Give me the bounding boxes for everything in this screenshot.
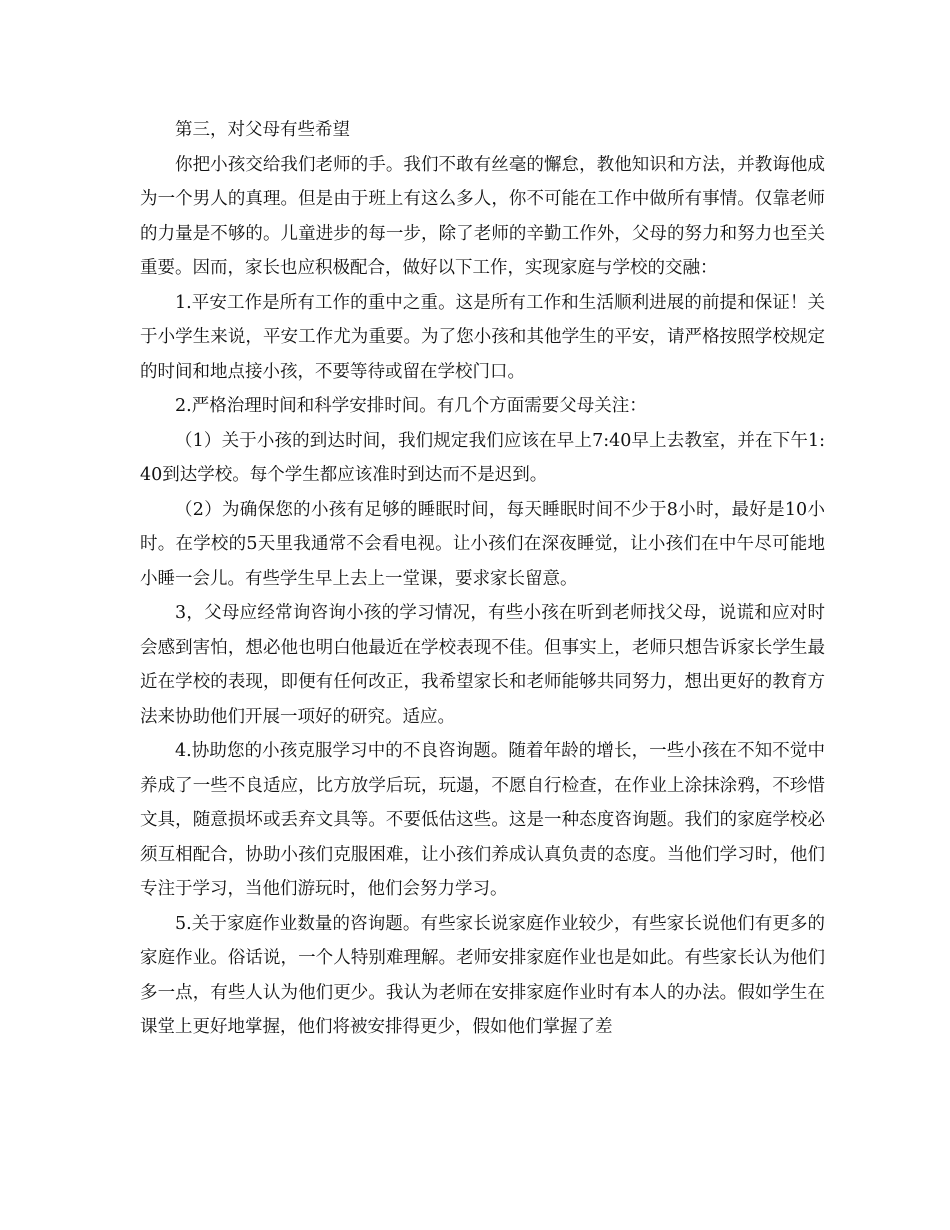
subitem-arrival-time-paragraph: （1）关于小孩的到达时间，我们规定我们应该在早上7:40早上去教室，并在下午1:40到达学校。每个学生都应该准时到达而不是迟到。 — [140, 430, 825, 485]
section-heading: 第三，对父母有些希望 — [175, 120, 350, 140]
document-page — [140, 113, 825, 1045]
item-parent-inquiry-paragraph: 3，父母应经常询咨询小孩的学习情况，有些小孩在听到老师找父母，说谎和应对时会感到害怕，想必他也明白他最近在学校表现不佳。但事实上，老师只想告诉家长学生最近在学校的表现，即便有任何改正，我希望家长和老师能够共同努力，想出更好的教育方法来协助他们开展一项好的研究。适应。 — [140, 603, 825, 727]
item-homework-paragraph: 5.关于家庭作业数量的咨询题。有些家长说家庭作业较少，有些家长说他们有更多的家庭作业。俗话说，一个人特别难理解。老师安排家庭作业也是如此。有些家长认为他们多一点，有些人认为他们更少。我认为老师在安排家庭作业时有本人的办法。假如学生在课堂上更好地掌握，他们将被安排得更少，假如他们掌握了差 — [140, 913, 825, 1037]
item-time-management-paragraph: 2.严格治理时间和科学安排时间。有几个方面需要父母关注： — [175, 396, 647, 416]
subitem-sleep-time-paragraph: （2）为确保您的小孩有足够的睡眠时间，每天睡眠时间不少于8小时，最好是10小时。在学校的5天里我通常不会看电视。让小孩们在深夜睡觉，让小孩们在中午尽可能地小睡一会儿。有些学生早上去上一堂课，要求家长留意。 — [140, 499, 825, 589]
item-safety-paragraph: 1.平安工作是所有工作的重中之重。这是所有工作和生活顺利进展的前提和保证！关于小学生来说，平安工作尤为重要。为了您小孩和其他学生的平安，请严格按照学校规定的时间和地点接小孩，不要等待或留在学校门口。 — [140, 292, 825, 382]
intro-paragraph: 你把小孩交给我们老师的手。我们不敢有丝毫的懈怠，教他知识和方法，并教诲他成为一个男人的真理。但是由于班上有这么多人，你不可能在工作中做所有事情。仅靠老师的力量是不够的。儿童进步的每一步，除了老师的辛勤工作外，父母的努力和努力也至关重要。因而，家长也应积极配合，做好以下工作，实现家庭与学校的交融： — [140, 154, 825, 278]
item-bad-habits-paragraph: 4.协助您的小孩克服学习中的不良咨询题。随着年龄的增长，一些小孩在不知不觉中养成了一些不良适应，比方放学后玩，玩遢，不愿自行检查，在作业上涂抹涂鸦，不珍惜文具，随意损坏或丢弃文具等。不要低估这些。这是一种态度咨询题。我们的家庭学校必须互相配合，协助小孩们克服困难，让小孩们养成认真负责的态度。当他们学习时，他们专注于学习，当他们游玩时，他们会努力学习。 — [140, 741, 825, 899]
